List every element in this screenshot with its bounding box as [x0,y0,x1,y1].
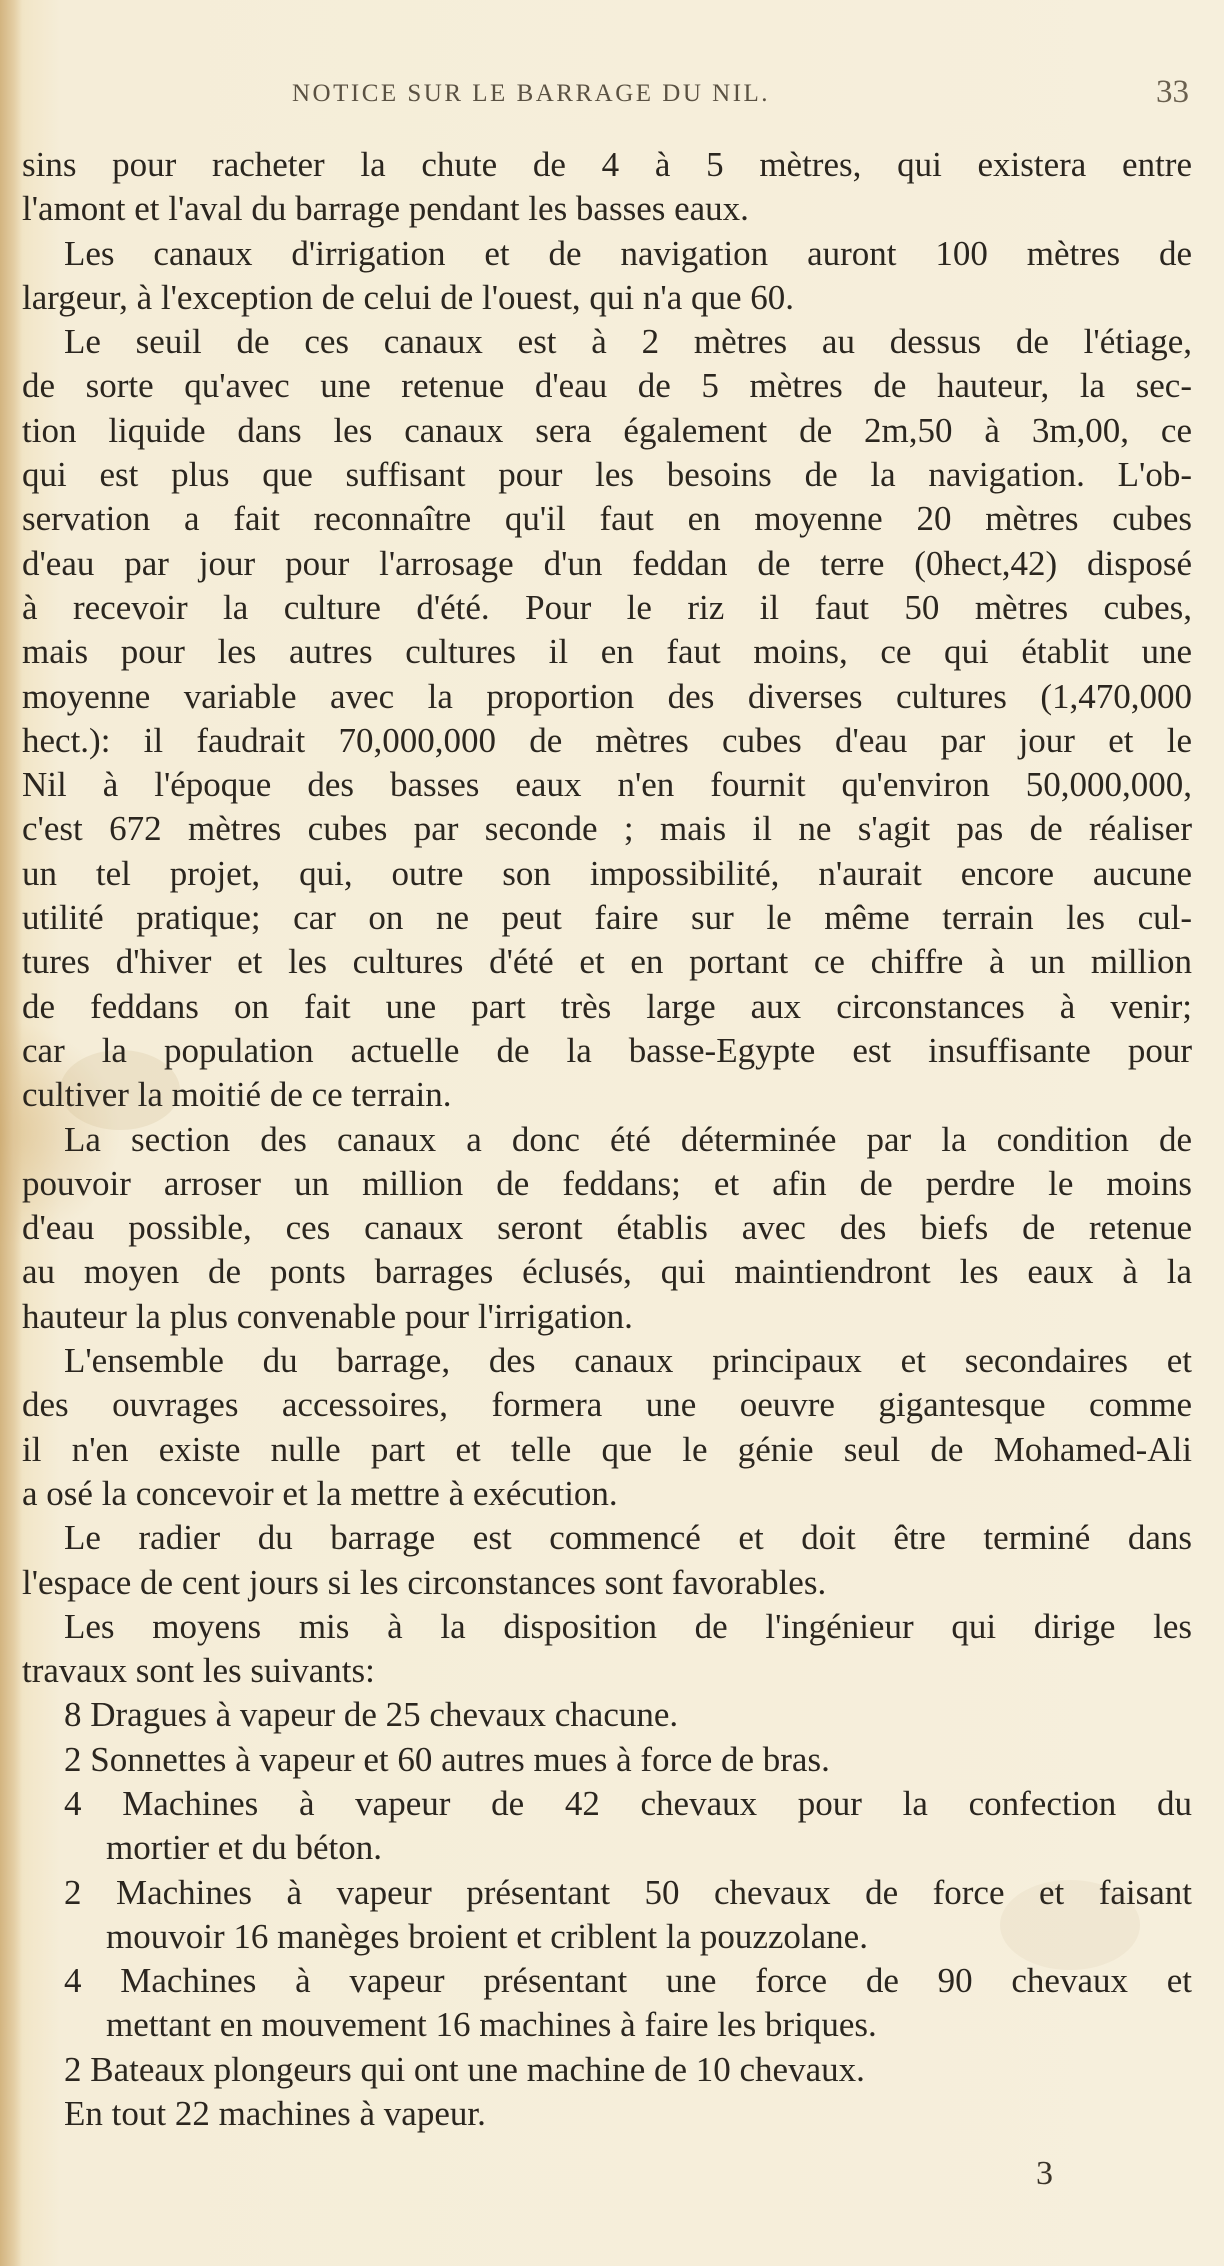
text-line: des ouvrages accessoires, formera une oeuvre gigantesque comme [22,1385,1192,1425]
page-header [0,74,1224,114]
list-total: En tout 22 machines à vapeur. [64,2094,486,2134]
text-line: car la population actuelle de la basse-Egypte est insuffisante pour [22,1030,1192,1070]
text-line: tures d'hiver et les cultures d'été et en portant ce chiffre à un million [22,942,1192,982]
text-line: Les canaux d'irrigation et de navigation auront 100 mètres de [64,233,1192,273]
list-item-continuation: mouvoir 16 manèges broient et criblent la pouzzolane. [106,1916,868,1956]
text-line: pouvoir arroser un million de feddans; et afin de perdre le moins [22,1163,1192,1203]
list-item: 4 Machines à vapeur de 42 chevaux pour la confection du [64,1783,1192,1823]
text-line: Les moyens mis à la disposition de l'ingénieur qui dirige les [64,1606,1192,1646]
text-line: c'est 672 mètres cubes par seconde ; mais il ne s'agit pas de réaliser [22,809,1192,849]
text-line: sins pour racheter la chute de 4 à 5 mètres, qui existera entre [22,145,1192,184]
text-line: travaux sont les suivants: [22,1651,375,1691]
list-item-continuation: mortier et du béton. [106,1828,383,1868]
list-item: 8 Dragues à vapeur de 25 chevaux chacune. [64,1695,679,1735]
text-line: a osé la concevoir et la mettre à exécution. [22,1473,618,1513]
text-line: il n'en existe nulle part et telle que le génie seul de Mohamed-Ali [22,1429,1192,1469]
list-item: 2 Sonnettes à vapeur et 60 autres mues à force de bras. [64,1739,830,1779]
list-item-continuation: mettant en mouvement 16 machines à faire les briques. [106,2005,877,2045]
text-line: tion liquide dans les canaux sera également de 2m,50 à 3m,00, ce [22,410,1192,450]
text-line: d'eau par jour pour l'arrosage d'un feddan de terre (0hect,42) disposé [22,543,1192,583]
text-line: l'espace de cent jours si les circonstances sont favorables. [22,1562,827,1602]
text-line: un tel projet, qui, outre son impossibilité, n'aurait encore aucune [22,853,1192,893]
text-line: moyenne variable avec la proportion des diverses cultures (1,470,000 [22,676,1192,716]
list-item: 2 Bateaux plongeurs qui ont une machine de 10 chevaux. [64,2049,865,2089]
text-line: Nil à l'époque des basses eaux n'en fournit qu'environ 50,000,000, [22,765,1192,805]
text-line: au moyen de ponts barrages éclusés, qui maintiendront les eaux à la [22,1252,1192,1292]
text-line: l'amont et l'aval du barrage pendant les basses eaux. [22,189,749,229]
text-line: servation a fait reconnaître qu'il faut en moyenne 20 mètres cubes [22,499,1192,539]
text-line: Le radier du barrage est commencé et doit être terminé dans [64,1518,1192,1558]
text-line: à recevoir la culture d'été. Pour le riz il faut 50 mètres cubes, [22,587,1192,627]
text-line: L'ensemble du barrage, des canaux principaux et secondaires et [64,1341,1192,1381]
list-item: 4 Machines à vapeur présentant une force de 90 chevaux et [64,1961,1192,2001]
list-item: 2 Machines à vapeur présentant 50 chevaux de force et faisant [64,1872,1192,1912]
text-line: mais pour les autres cultures il en faut moins, ce qui établit une [22,632,1192,672]
text-line: cultiver la moitié de ce terrain. [22,1075,452,1115]
signature-mark: 3 [1036,2155,1053,2192]
text-line: hauteur la plus convenable pour l'irrigation. [22,1296,633,1336]
text-line: qui est plus que suffisant pour les besoins de la navigation. L'ob- [22,455,1192,495]
body-text [22,143,1192,2136]
text-line: de sorte qu'avec une retenue d'eau de 5 mètres de hauteur, la sec- [22,366,1192,406]
page-gutter-shadow [0,0,22,2266]
text-line: Le seuil de ces canaux est à 2 mètres au dessus de l'étiage, [64,322,1192,362]
text-line: d'eau possible, ces canaux seront établis avec des biefs de retenue [22,1208,1192,1248]
text-line: de feddans on fait une part très large aux circonstances à venir; [22,986,1192,1026]
text-line: hect.): il faudrait 70,000,000 de mètres cubes d'eau par jour et le [22,720,1192,760]
running-head: NOTICE SUR LE BARRAGE DU NIL. [292,80,771,107]
text-line: La section des canaux a donc été déterminée par la condition de [64,1119,1192,1159]
text-line: largeur, à l'exception de celui de l'ouest, qui n'a que 60. [22,277,795,317]
page-number: 33 [1156,74,1189,110]
text-line: utilité pratique; car on ne peut faire sur le même terrain les cul- [22,898,1192,938]
